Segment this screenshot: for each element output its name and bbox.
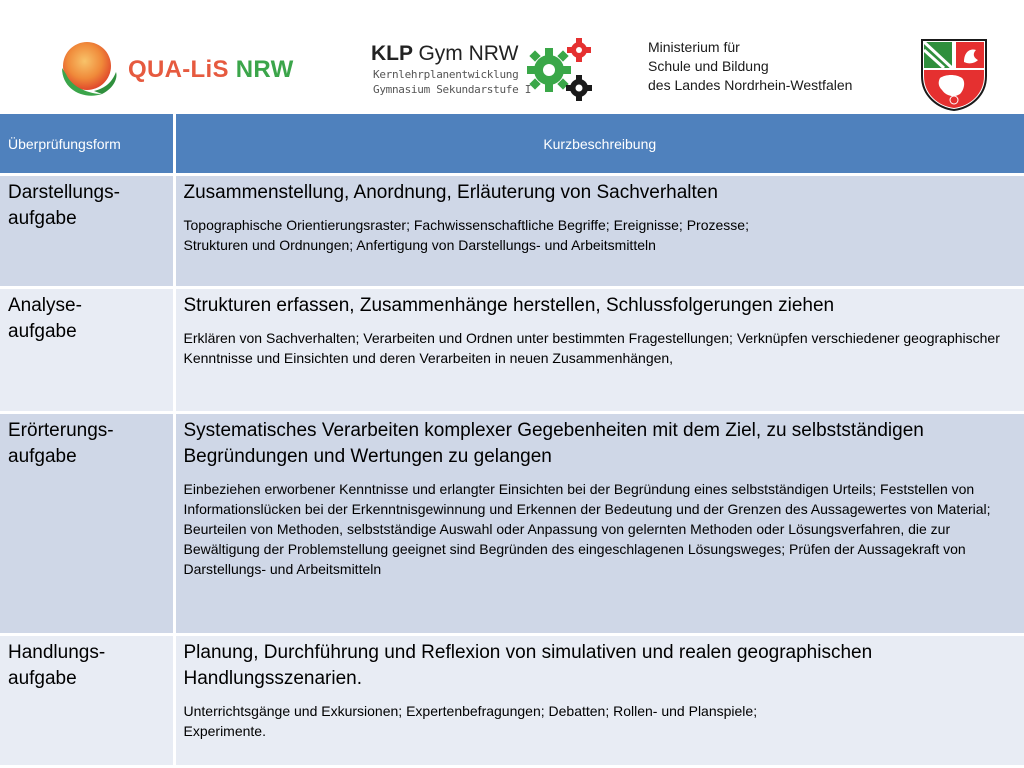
qualis-nrw-text: NRW: [235, 56, 294, 83]
review-form-cell: [0, 288, 174, 413]
review-form-cell: [0, 175, 174, 288]
description-main: Planung, Durchführung und Reflexion von simulativen und realen geographischen Handlungsszenarien.: [183, 642, 873, 689]
klp-line2: Gymnasium Sekundarstufe I: [373, 83, 532, 96]
klp-title: KLP: [371, 42, 413, 65]
review-form-cell: [0, 413, 174, 635]
review-form-name: Erörterungs- aufgabe: [8, 420, 114, 467]
qualis-logo: [54, 38, 294, 102]
qualis-emblem-icon: [54, 38, 122, 102]
description-main: Zusammenstellung, Anordnung, Erläuterung von Sachverhalten: [183, 182, 718, 203]
description-cell: [174, 413, 1024, 635]
table-row: [0, 413, 1024, 635]
qualis-text: QUA-LiS: [128, 56, 236, 83]
ministerium-line3: des Landes Nordrhein-Westfalen: [648, 77, 853, 93]
table-row: [0, 175, 1024, 288]
review-form-cell: [0, 635, 174, 767]
gears-icon: [523, 38, 603, 108]
description-details: Unterrichtsgänge und Exkursionen; Expertenbefragungen; Debatten; Rollen- und Planspiele; Experimente.: [183, 703, 758, 739]
ministerium-line2: Schule und Bildung: [648, 58, 769, 74]
description-main: Strukturen erfassen, Zusammenhänge herstellen, Schlussfolgerungen ziehen: [183, 295, 835, 316]
klp-title2: Gym NRW: [418, 42, 519, 65]
description-details: Topographische Orientierungsraster; Fachwissenschaftliche Begriffe; Ereignisse; Prozesse; Strukturen und Ordnungen; Anfertigung von Darstellungs- und Arbeitsmitteln: [183, 217, 749, 253]
ministerium-logo: [648, 38, 908, 108]
description-details: Erklären von Sachverhalten; Verarbeiten und Ordnen unter bestimmten Fragestellungen; Verknüpfen verschiedener geographischer Kenntnisse und Einsichten und deren Verarbeiten in neuen Zusammenhängen,: [183, 330, 1000, 366]
table-row: [0, 635, 1024, 767]
review-forms-table: [0, 114, 1024, 768]
review-form-name: Handlungs- aufgabe: [8, 642, 106, 689]
nrw-coat-of-arms-icon: [920, 38, 988, 112]
klp-logo: [371, 38, 611, 108]
klp-line1: Kernlehrplanentwicklung: [373, 68, 519, 81]
review-form-name: Darstellungs- aufgabe: [8, 182, 120, 229]
column-header-description: Kurzbeschreibung: [174, 114, 1024, 175]
description-main: Systematisches Verarbeiten komplexer Gegebenheiten mit dem Ziel, zu selbstständigen Begründungen und Wertungen zu gelangen: [183, 420, 924, 467]
column-header-form: Überprüfungsform: [0, 114, 174, 175]
description-cell: [174, 635, 1024, 767]
description-cell: [174, 175, 1024, 288]
ministerium-line1: Ministerium für: [648, 39, 740, 55]
table-row: [0, 288, 1024, 413]
logo-header: [0, 0, 1024, 114]
review-form-name: Analyse- aufgabe: [8, 295, 82, 342]
description-cell: [174, 288, 1024, 413]
description-details: Einbeziehen erworbener Kenntnisse und erlangter Einsichten bei der Begründung eines selbstständigen Urteils; Feststellen von Informationslücken bei der Erkenntnisgewinnung und Erkennen der Bedeutung und der Grenzen des Aussagewertes von Material; Beurteilen von Methoden, selbstständige Auswahl oder Anpassung von gelernten Methoden oder Lösungsverfahren, die zur Bewältigung der Problemstellung geeignet sind Begründen des eingeschlagenen Lösungsweges; Prüfen der Aussagekraft von Darstellungs- und Arbeitsmitteln: [183, 481, 991, 577]
table-header-row: [0, 114, 1024, 175]
